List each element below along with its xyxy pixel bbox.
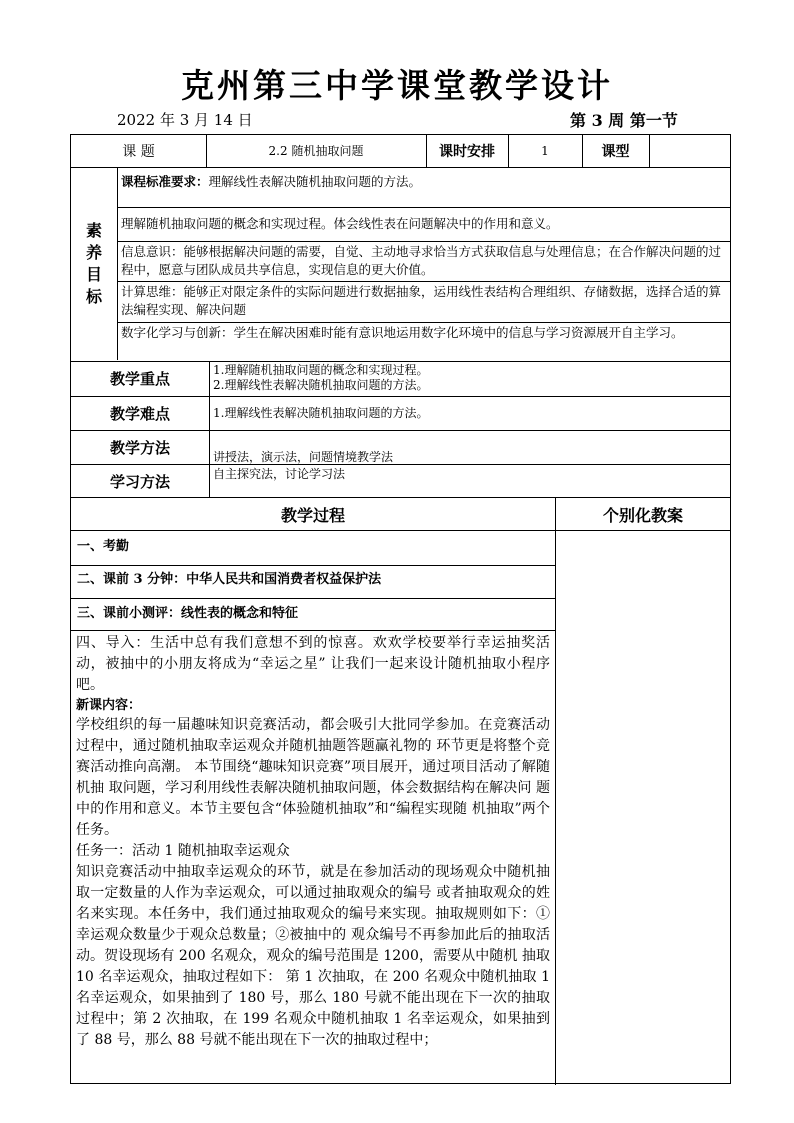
difficulty-label: 教学难点 xyxy=(109,405,170,423)
process-header: 教学过程 xyxy=(280,505,345,525)
process-body xyxy=(76,633,550,1081)
intro-paragraph: 四、导入：生活中总有我们意想不到的惊喜。欢欢学校要举行幸运抽奖活动，被抽中的小朋友将成为“幸运之星” 让我们一起来设计随机抽取小程序吧。 xyxy=(76,635,550,693)
type-label: 课型 xyxy=(601,144,630,160)
difficulty-text: 1.理解线性表解决随机抽取问题的方法。 xyxy=(213,406,429,420)
literacy-char-3: 目 xyxy=(85,265,102,284)
topic-value: 2.2 随机抽取问题 xyxy=(268,144,364,158)
teaching-method-label: 教学方法 xyxy=(109,439,170,457)
hours-value: 1 xyxy=(541,144,549,158)
digital-learning-text: 数字化学习与创新：学生在解决困难时能有意识地运用数字化环境中的信息与学习资源展开自主学习。 xyxy=(121,325,684,340)
item-pre-class: 二、课前 3 分钟：中华人民共和国消费者权益保护法 xyxy=(77,572,382,587)
page-title: 克州第三中学课堂教学设计 xyxy=(181,66,613,105)
lesson-date: 2022 年 3 月 14 日 xyxy=(117,111,253,129)
task-one-title: 任务一：活动 1 随机抽取幸运观众 xyxy=(76,843,290,859)
learning-method-label: 学习方法 xyxy=(109,472,170,491)
standard-requirement xyxy=(121,173,726,203)
lesson-plan-table xyxy=(70,134,731,1084)
week-period: 第 3 周 第一节 xyxy=(570,111,678,130)
learning-method-text: 自主探究法，讨论学习法 xyxy=(213,467,346,481)
info-awareness-text: 信息意识：能够根据解决问题的需要，自觉、主动地寻求恰当方式获取信息与处理信息；在合作解决问题的过程中，愿意与团队成员共享信息，实现信息的更大价值。 xyxy=(121,244,722,277)
key-point-2: 2.理解线性表解决随机抽取问题的方法。 xyxy=(213,378,429,392)
goal-text: 理解随机抽取问题的概念和实现过程。体会线性表在问题解决中的作用和意义。 xyxy=(121,216,559,231)
literacy-char-1: 素 xyxy=(85,221,102,240)
key-points-text xyxy=(213,363,723,396)
computational-thinking-text: 计算思维：能够正对限定条件的实际问题进行数据抽象，运用线性表结构合理组织、存储数据，选择合适的算法编程实现、解决问题 xyxy=(121,284,722,317)
standard-label: 课程标准要求： xyxy=(121,174,209,189)
item-pre-quiz: 三、课前小测评：线性表的概念和特征 xyxy=(77,606,299,621)
key-point-1: 1.理解随机抽取问题的概念和实现过程。 xyxy=(213,363,429,377)
teaching-method-text: 讲授法，演示法，问题情境教学法 xyxy=(213,450,394,464)
literacy-char-4: 标 xyxy=(85,287,102,306)
task-one-paragraph: 知识竞赛活动中抽取幸运观众的环节，就是在参加活动的现场观众中随机抽取一定数量的人作为幸运观众，可以通过抽取观众的编号 或者抽取观众的姓名来实现。本任务中，我们通过抽取观众的编号来实现。抽取规则如下：①幸运观众数量少于观众总数量；②被抽中的 观众编号不再参加此后的抽取活动。贺设现场有 200 名观众，观众的编号范围是 1200，需要从中随机 抽取 10 名幸运观众，抽取过程如下： 第 1 次抽取，在 200 名观众中随机抽取 1 名幸运观众，如果抽到了 180 号，那么 180 号就不能出现在下一次的抽取过程中；第 2 次抽取，在 199 名观众中随机抽取 1 名幸运观众，如果抽到了 88 号，那么 88 号就不能出现在下一次的抽取过程中； xyxy=(76,864,550,1048)
topic-label: 课 题 xyxy=(122,144,155,160)
item-attendance: 一、考勤 xyxy=(77,539,130,554)
individual-plan-header: 个别化教案 xyxy=(602,505,683,525)
hours-label: 课时安排 xyxy=(439,144,495,160)
type-value xyxy=(649,135,731,167)
key-points-label: 教学重点 xyxy=(109,370,170,388)
content-paragraph: 学校组织的每一届趣味知识竞赛活动，都会吸引大批同学参加。在竞赛活动过程中，通过随机抽取幸运观众并随机抽题答题赢礼物的 环节更是将整个竞赛活动推向高潮。 本节围绕“趣味知识竞赛”项目展开，通过项目活动了解随机抽 取问题，学习利用线性表解决随机抽取问题，体会数据结构在解决问 题中的作用和意义。本节主要包含“体验随机抽取”和“编程实现随 机抽取”两个任务。 xyxy=(76,717,550,838)
standard-text: 理解线性表解决随机抽取问题的方法。 xyxy=(208,174,422,189)
literacy-label xyxy=(71,168,117,360)
literacy-char-2: 养 xyxy=(85,243,102,262)
new-content-label: 新课内容： xyxy=(76,698,142,713)
